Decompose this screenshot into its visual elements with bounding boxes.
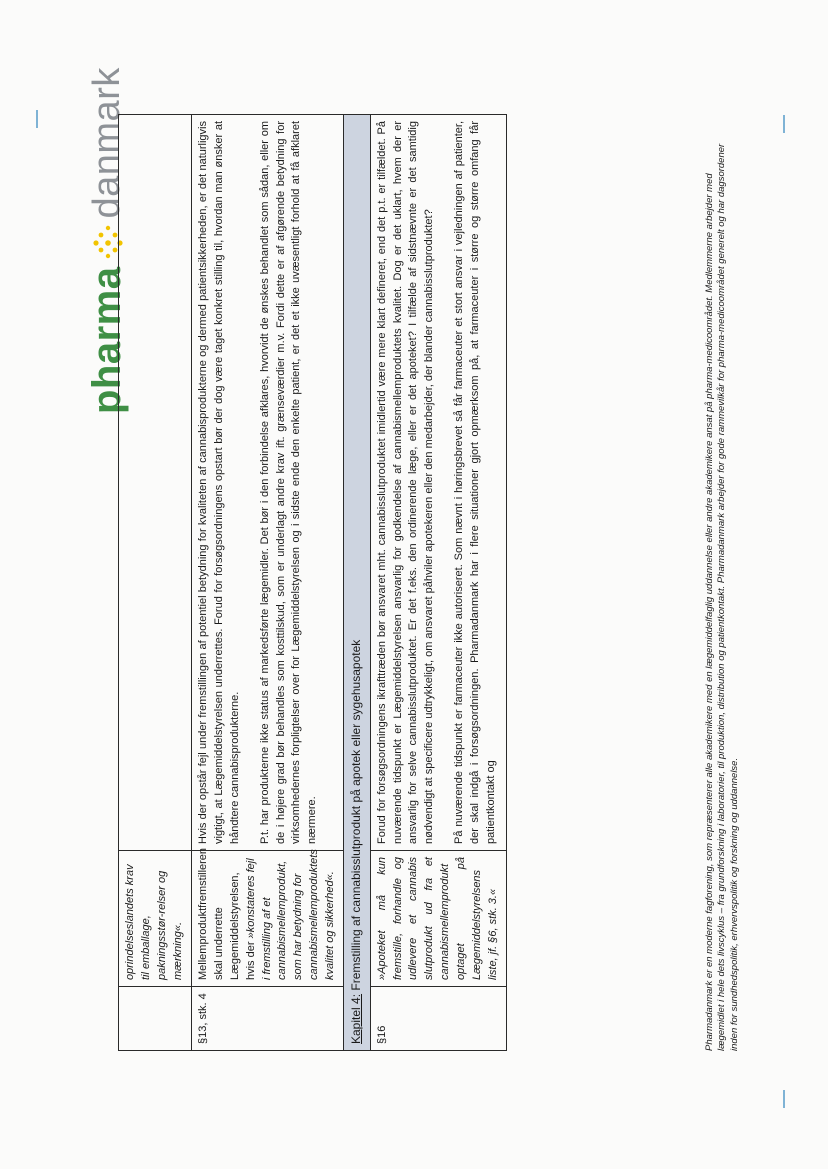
table-row [119, 115, 192, 1051]
section-heading [344, 115, 370, 1051]
comment-paragraph: Forud for forsøgsordningens ikrafttræden bør ansvaret mht. cannabisslutproduktet imidlertid være mere klart defineret, end det p.t. er tilfældet. På nuværende tidspunkt er Lægemiddelstyrelsen ansvarlig for godkendelse af cannabismellemproduktets kvalitet. Dog er det uklart, hvem der er ansvarlig for selve cannabisslutproduktet. Er det f.eks. den ordinerende læge, eller er det apoteket? I tilfælde af sidstnævnte er det samtidig nødvendigt at specificere udtrykkeligt, om ansvaret påhviler apotekeren eller den medarbejder, der blander cannabisslutproduktet? [375, 121, 436, 844]
law-text-quote: »konstateres fejl i fremstilling af et cannabismellemprodukt, som har betydning for cannabismellemproduktets kvalitet og sikkerhed«. [244, 849, 337, 980]
law-text-cell [191, 847, 343, 987]
law-text-cell: oprindelseslandets krav til emballage, pakningsstør-relser og mærkning«. [119, 851, 192, 987]
scan-mark [36, 110, 38, 128]
comment-cell [370, 115, 507, 851]
ref-cell [119, 987, 192, 1051]
comment-paragraph: Hvis der opstår fejl under fremstillingen af potentiel betydning for kvaliteten af cannabisprodukterne og dermed patientsikkerheden, er det naturligvis vigtigt, at Lægemiddelstyrelsen underrettes. Forud for forsøgsordningens opstart bør der dog være taget konkret stilling til, hvordan man ønsker at håndtere cannabisprodukterne. [196, 121, 241, 844]
section-row [344, 115, 370, 1051]
logo-word-danmark: danmark [86, 67, 128, 219]
comment-cell [119, 115, 192, 851]
comment-cell [191, 115, 343, 851]
scan-mark [783, 115, 785, 133]
section-title: Fremstilling af cannabisslutprodukt på apotek eller sygehusapotek [349, 639, 364, 994]
ref-cell: §13, stk. 4 [191, 987, 343, 1051]
footer-note: Pharmadanmark er en moderne fagforening, som repræsenterer alle akademikere med en lægemiddelfaglig uddannelse eller andre akademikere ansat på pharma-medicoområdet. Medlemmerne arbejder med lægemidlet i hele dets livscyklus – fra grundforskning i laboratorier, til produktion, distribution og patientkontakt. Pharmadanmark arbejder for gode rammevilkår for pharma-medicoområdet generelt og har dagsordener inden for sundhedspolitik, erhvervspolitik og forskning og uddannelse. [704, 143, 740, 1051]
comment-paragraph: På nuværende tidspunkt er farmaceuter ikke autoriseret. Som nævnt i høringsbrevet så får farmaceuter et stort ansvar i vejledningen af patienter, der skal indgå i forsøgsordningen. Pharmadanmark har i flere situationer gjort opmærksom på, at farmaceuter i større og større omfang får patientkontakt og [453, 121, 498, 844]
table-row [191, 115, 343, 1051]
law-text-plain: Mellemproduktfremstilleren skal underrette Lægemiddelstyrelsen, hvis der [196, 847, 257, 980]
scan-mark [783, 1090, 785, 1108]
consultation-table [118, 114, 507, 1051]
table-row [370, 115, 507, 1051]
logo-word-pharma: pharma [85, 266, 129, 414]
ref-cell: §16 [370, 987, 507, 1051]
law-text-cell: »Apoteket må kun fremstille, forhandle og udlevere et cannabis slutprodukt ud fra et cannabismellemprodukt optaget på Lægemiddelstyrelsens liste, jf. §6, stk. 3.« [370, 851, 507, 987]
section-prefix: Kapitel 4: [349, 993, 364, 1044]
comment-paragraph: P.t. har produkterne ikke status af markedsførte lægemidler. Det bør i den forbindelse afklares, hvorvidt de ønskes behandlet som sådan, eller om de i højere grad bør behandles som kosttilskud, som er underlagt andre krav ift. grænseværdier m.v. Fordi dette er af afgørende betydning for virksomhedernes forpligtelser over for Lægemiddelstyrelsen og i sidste ende den enkelte patient, er det et ikke uvæsentligt forhold at få afklaret nærmere. [258, 121, 319, 844]
